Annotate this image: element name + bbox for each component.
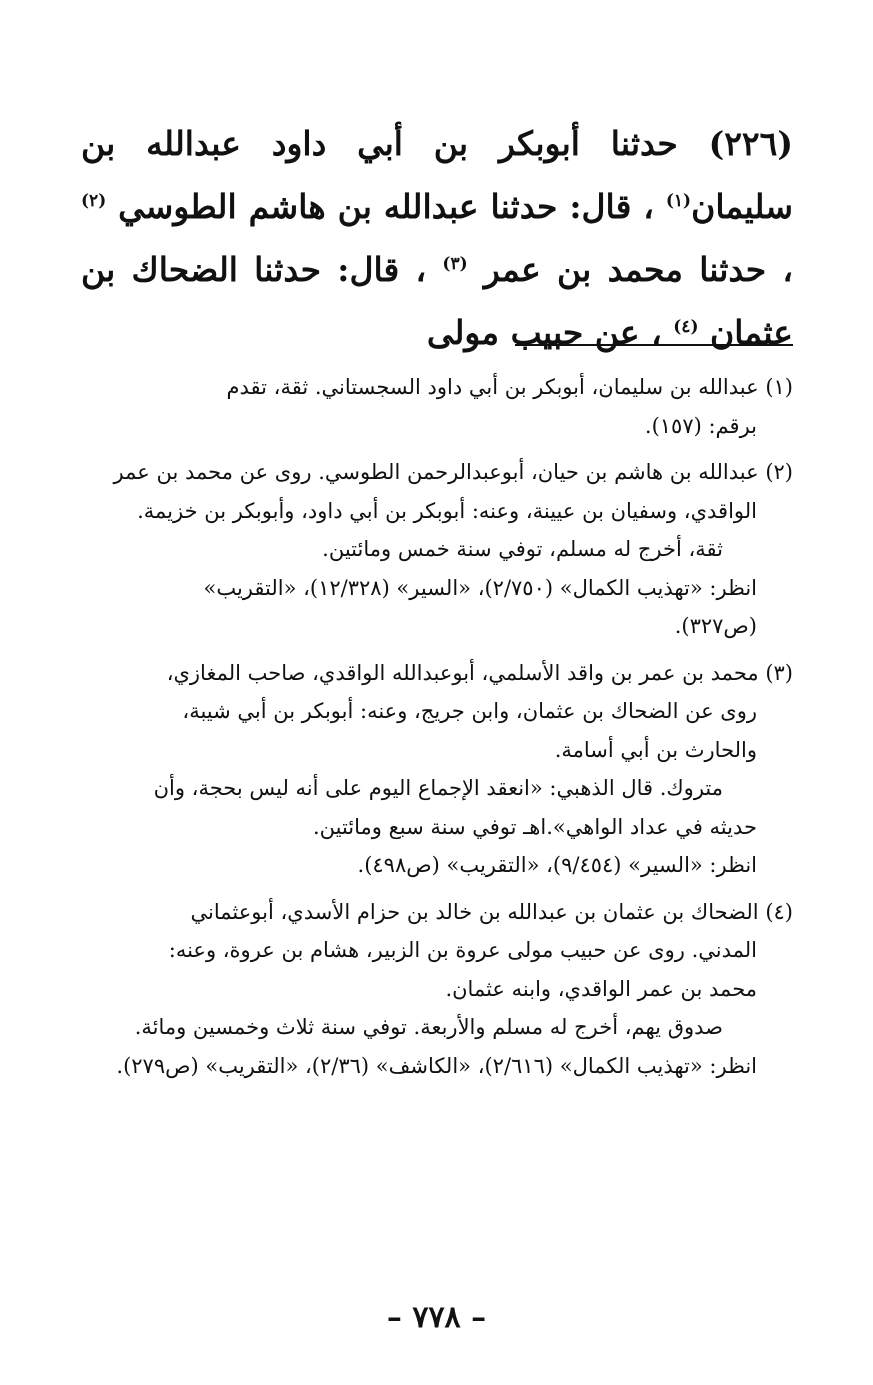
- footnote-line: انظر: «السير» (٩/٤٥٤)، «التقريب» (ص٤٩٨).: [357, 853, 757, 877]
- hadith-text-part-4: ، قال: حدثنا الضحاك بن عثمان: [81, 250, 793, 352]
- footnote-line: انظر: «تهذيب الكمال» (٢/٦١٦)، «الكاشف» (٢/٣٦)، «التقريب» (ص٢٧٩).: [116, 1053, 757, 1078]
- footnote-number: (٤): [765, 899, 793, 924]
- footnote-text: الضحاك بن عثمان بن عبدالله بن خالد بن حزام الأسدي، أبوعثماني: [190, 899, 766, 924]
- footnote-line: محمد بن عمر الواقدي، وابنه عثمان.: [445, 976, 757, 1001]
- footnote-line: [81, 654, 793, 693]
- footnote-number: (٢): [765, 460, 793, 484]
- footnote-line: برقم: (١٥٧).: [644, 413, 757, 438]
- footnote-line: انظر: «تهذيب الكمال» (٢/٧٥٠)، «السير» (١٢/٣٢٨)، «التقريب»: [203, 575, 757, 600]
- hadith-text: [81, 112, 793, 364]
- footnote-3: [81, 654, 793, 885]
- hadith-text-part-3: ، حدثنا محمد بن عمر: [467, 250, 793, 289]
- footnote-line: الواقدي، وسفيان بن عيينة، وعنه: أبوبكر بن أبي داود، وأبوبكر بن خزيمة.: [137, 498, 757, 523]
- footnote-line: [81, 453, 793, 492]
- footnote-separator: [515, 344, 793, 346]
- footnote-line: [81, 893, 793, 932]
- footnote-text: محمد بن عمر بن واقد الأسلمي، أبوعبدالله الواقدي، صاحب المغازي،: [166, 660, 766, 685]
- footnote-line: صدوق يهم، أخرج له مسلم والأربعة. توفي سنة ثلاث وخمسين ومائة.: [134, 1015, 723, 1039]
- hadith-number: (٢٢٦): [708, 124, 793, 163]
- footnote-number: (٣): [765, 660, 793, 685]
- hadith-text-part-1: حدثنا أبوبكر بن أبي داود عبدالله بن سليمان: [81, 124, 793, 226]
- footnote-ref-1[interactable]: (١): [665, 191, 692, 211]
- hadith-text-part-2: ، قال: حدثنا عبدالله بن هاشم الطوسي: [106, 187, 666, 226]
- footnote-2: [81, 453, 793, 646]
- footnote-4: [81, 893, 793, 1086]
- footnote-line: روى عن الضحاك بن عثمان، وابن جريج، وعنه: أبوبكر بن أبي شيبة،: [182, 699, 757, 723]
- footnote-ref-4[interactable]: (٤): [673, 317, 699, 337]
- footnote-text: عبدالله بن سليمان، أبوبكر بن أبي داود السجستاني. ثقة، تقدم: [226, 375, 766, 399]
- footnote-1: [81, 368, 793, 445]
- footnote-line: (ص٣٢٧).: [674, 614, 757, 638]
- page-number: – ٧٧٨ –: [386, 1300, 487, 1335]
- footnote-text: عبدالله بن هاشم بن حيان، أبوعبدالرحمن الطوسي. روى عن محمد بن عمر: [113, 460, 766, 484]
- footnotes: [81, 368, 793, 1093]
- footnote-line: ثقة، أخرج له مسلم، توفي سنة خمس ومائتين.: [322, 537, 723, 561]
- footnote-ref-3[interactable]: (٣): [442, 254, 468, 274]
- footnote-line: متروك. قال الذهبي: «انعقد الإجماع اليوم على أنه ليس بحجة، وأن: [153, 776, 723, 800]
- footnote-line: [81, 368, 793, 407]
- footnote-line: حديثه في عداد الواهي».اهـ توفي سنة سبع ومائتين.: [312, 814, 757, 839]
- footnote-line: والحارث بن أبي أسامة.: [554, 737, 757, 762]
- footnote-line: المدني. روى عن حبيب مولى عروة بن الزبير، هشام بن عروة، وعنه:: [168, 938, 757, 962]
- hadith-text-part-5: ، عن حبيب مولى: [426, 313, 674, 352]
- footnote-ref-2[interactable]: (٢): [81, 191, 107, 211]
- footnote-number: (١): [765, 375, 793, 399]
